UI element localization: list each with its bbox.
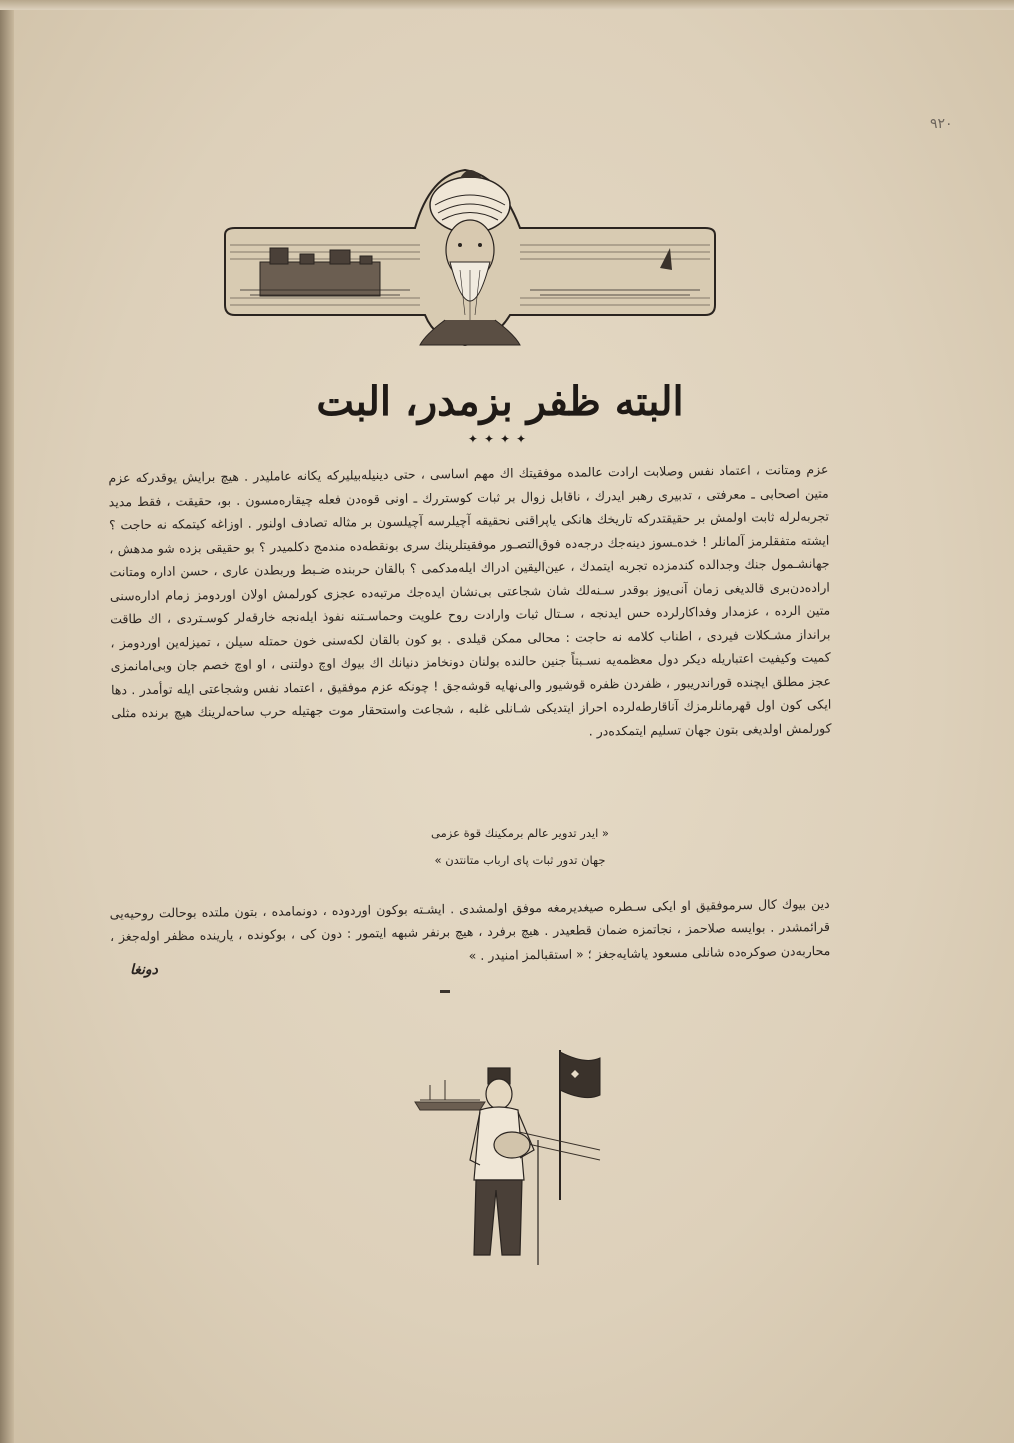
paragraph-text: عزم ومتانت ، اعتماد نفس وصلابت ارادت عالمده موفقيتك اك مهم اساسى ، حتى دينيله‌بيليركه يكانه عامليدر . هيچ برايش يوقدركه عزم متين اصحابى ـ معرفتى ، تدبيرى رهبر ايدرك ، ناقابل زوال بر ثبات كوستررك ـ اونى قوه‌دن فعله چيقاره‌مسون . بو، حقيقت ، فقط مديد تجربه‌لرله ثابت اولمش بر حقيقتدركه تاريخك هانكى ياپراقنى نحقيقه آچيلرسه آچيلسون بر مثاله تصادف اولنور . اوزاغه كيتمكه نه حاجت ؟ ايشته متفقلرمز آلمانلر ! خده‌ـسوز دينه‌جك درجه‌ده فوق‌التصـور موفقيتلرينك سرى بونقطه‌ده مندمج دكلميدر ؟ بو حقيقى بزده شو مدهش ، جهانشـمول جنك وجدالده كندمزده تجربه ايتمدك ، عين‌اليقين ادراك ايله‌مدكمى ؟ بالقان حربنده ضـبط وربطدن عارى ، حسن اداره ومتانت اراده‌دن‌برى قالديغى زمان آنى‌يوز بوقدر سـنه‌لك شان شجاعتى بى‌نشان ايده‌جك مرتبه‌ده عجزى كورلمش اولان اوردومز زمام اداره‌سنى متين الرده ، عزمدار وفداكارلرده حس ايدنجه ، سـتال ثبات وارادت روح علويت وحماسـتنه نفوذ ايله‌نجه خارقه‌لر كوسـتردى ، اك طاقت برانداز مشـكلات فيردى ، اطناب كلامه نه حاجت : محالى ممكن قيلدى . بو كون بالقان لكه‌سنى خون حمتله سيلن ، تميزله‌ين اوردومز ، كميت وكيفيت اعتباريله ديكر دول معظمه‌يه نسـبتاً جنين حالنده بولنان دونخامز دنيانك اك بيوك اوچ دولتنى ، او اوچ خصم جان وبى‌امانمزى عجز مطلق ايچنده قوراندريبور ، ظفردن ظفره قوشيور والى‌نهايه قوشه‌جق ! چونكه عزم موفقيق ، اعتماد نفس وشجاعتى ايله توأمدر . دها ايكى كون اول قهرمانلرمزك آناقارطه‌لرده احراز ايتديكى شـانلى غلبه ، شجاعت واستحقار موت جهتيله حرب ساحه‌لرينك هيچ برنده مثلى كورلمش اولديغى بتون جهان تسليم ايتمكده‌در . bbox=[108, 461, 832, 739]
title-ornament: ✦✦✦✦ bbox=[467, 432, 533, 446]
footer-illustration bbox=[410, 1040, 610, 1280]
page-number: ۹۲۰ bbox=[930, 116, 953, 132]
header-illustration bbox=[220, 150, 720, 350]
article-title: البته ظفر بزمدر، البت bbox=[316, 378, 684, 425]
book-spine-shadow bbox=[0, 0, 14, 1443]
divider-dash bbox=[440, 990, 450, 993]
article-body-paragraph-2 bbox=[109, 879, 830, 985]
page-top-edge bbox=[0, 0, 1014, 10]
paragraph-text-2: دين بيوك كال سرموفقيق او ايكى سـطره صيغديرمغه موفق اولمشدى . ايشـته بوكون اوردوده ، دونمامده ، بتون ملتده بوحالت روحيه‌يى قرائمشدر . بوايسه صلاحمز ، نجاتمزه ضمان قطعيدر . هيچ برفرد ، هيچ برنفر شبهه ايتمور : دون كى ، بوكونده ، يارينده مظفر اوله‌جغز ، محاربه‌دن صوكره‌ده شانلى مسعود ياشايه‌جغز ؛ « استقبالمز امنيدر . » bbox=[109, 895, 831, 963]
author-signature: دونغا bbox=[130, 962, 158, 978]
verse-line-2: جهان تدور ثبات پاى ارباب متانتدن » bbox=[434, 853, 606, 867]
verse-line-1: « ايدر تدوير عالم برمكينك قوة عزمى bbox=[431, 826, 609, 840]
article-body-paragraph-1 bbox=[108, 458, 831, 749]
